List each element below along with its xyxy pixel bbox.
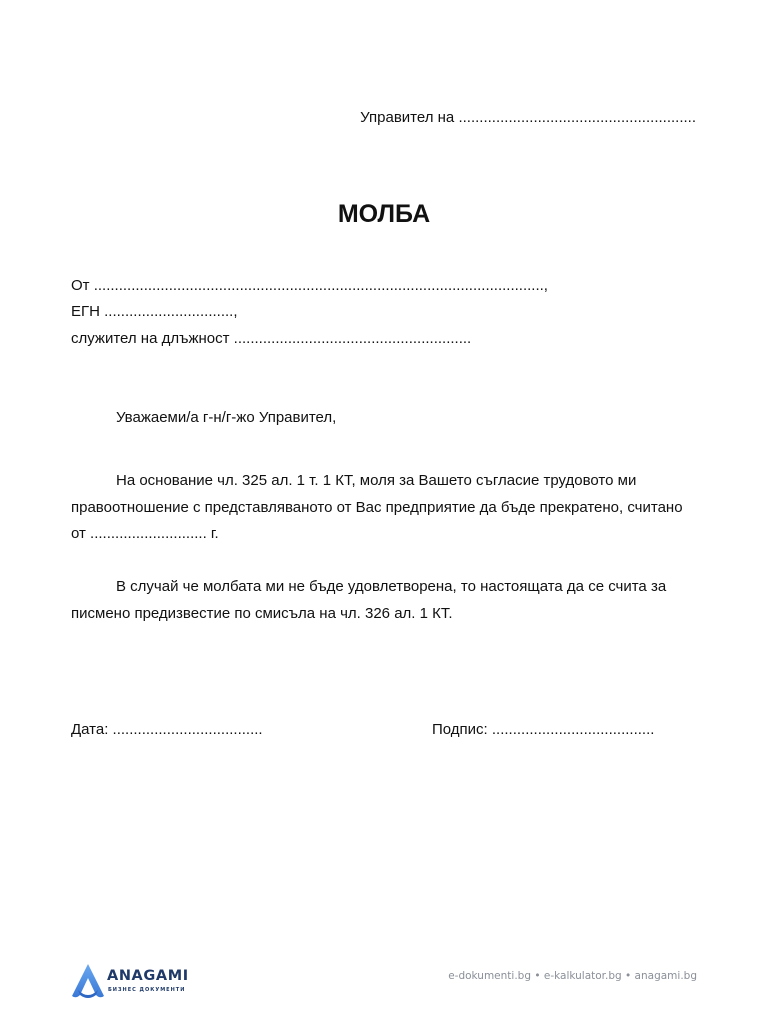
footer-links: e-dokumenti.bg • e-kalkulator.bg • anagami.bg xyxy=(448,970,697,982)
signature-field-line: Подпис: ....................................... xyxy=(432,721,655,738)
anagami-a-logo-icon xyxy=(70,963,106,1001)
brand-tagline: БИЗНЕС ДОКУМЕНТИ xyxy=(108,987,186,993)
brand-name: ANAGAMI xyxy=(107,968,189,984)
applicant-from-line: От ............................................................................................................, xyxy=(71,277,548,294)
footer-logo xyxy=(70,963,200,1001)
addressee-manager: Управител на ......................................................... xyxy=(360,109,696,126)
request-paragraph: На основание чл. 325 ал. 1 т. 1 КТ, моля за Вашето съгласие трудовото ми правоотношение с представляваното от Вас предприятие да бъде прекратено, считано от ............................ г. xyxy=(71,472,683,542)
notice-paragraph: В случай че молбата ми не бъде удовлетворена, то настоящата да се счита за писмено предизвестие по смисъла на чл. 326 ал. 1 КТ. xyxy=(71,578,667,622)
document-title: МОЛБА xyxy=(337,200,431,228)
salutation: Уважаеми/а г-н/г-жо Управител, xyxy=(116,409,337,426)
applicant-position-line: служител на длъжност ......................................................... xyxy=(71,330,472,347)
applicant-egn-line: ЕГН ..............................., xyxy=(71,303,238,320)
date-field-line: Дата: .................................... xyxy=(71,721,263,738)
